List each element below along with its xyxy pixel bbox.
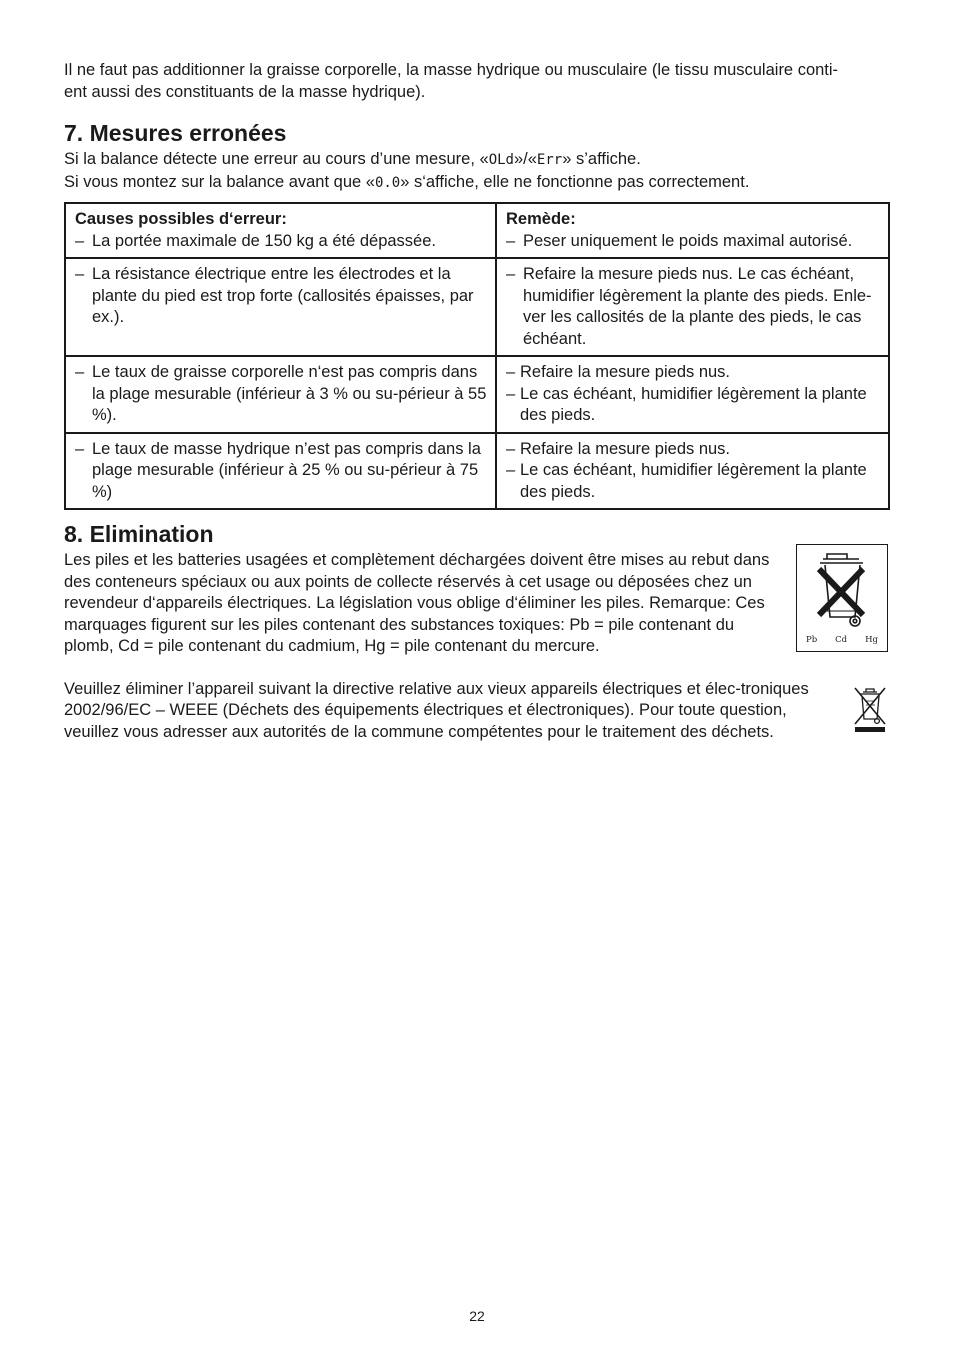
list-item: – Le taux de graisse corporelle n‘est pas compris dans la plage mesurable (inférieur à 3 % ou su-périeur à 55 %). xyxy=(75,362,487,427)
table-cell-causes xyxy=(65,258,496,356)
list-item: – Le taux de masse hydrique n’est pas compris dans la plage mesurable (inférieur à 25 % ou su-périeur à 75 %) xyxy=(75,439,487,504)
list-item: – La résistance électrique entre les électrodes et la plante du pied est trop forte (callosités épaisses, par ex.). xyxy=(75,264,487,329)
lcd-code-old: OLd xyxy=(488,152,514,168)
list-item: – Peser uniquement le poids maximal autorisé. xyxy=(506,231,880,253)
table-cell-remedy xyxy=(496,356,889,433)
list-item: – La portée maximale de 150 kg a été dépassée. xyxy=(75,231,487,253)
weee-paragraph: Veuillez éliminer l’appareil suivant la directive relative aux vieux appareils électriques et élec-troniques 2002/96/EC – WEEE (Déchets des équipements électriques et électroniques). Pour toute question, veuillez vous adresser aux autorités de la commune compétentes pour le traitement des déchets. xyxy=(64,679,809,741)
section-7-title: 7. Mesures erronées xyxy=(64,120,287,146)
list-item: – Refaire la mesure pieds nus. xyxy=(506,439,880,461)
table-row xyxy=(65,203,889,258)
error-line-mid: »/« xyxy=(513,150,537,168)
crossed-bin-battery-icon xyxy=(796,544,888,652)
list-item: – Refaire la mesure pieds nus. Le cas échéant, humidifier légèrement la plante des pieds. Enle-ver les callosités de la plante des pieds, le cas échéant. xyxy=(506,264,880,350)
error-display-line xyxy=(64,149,890,172)
zero-line-pre: Si vous montez sur la balance avant que « xyxy=(64,172,375,191)
error-table xyxy=(64,202,890,510)
zero-display-line xyxy=(64,172,890,195)
table-cell-causes xyxy=(65,356,496,433)
zero-line-post: » s‘affiche, elle ne fonctionne pas correctement. xyxy=(400,172,750,191)
battery-label-pb: Pb xyxy=(806,635,818,645)
crossed-bin-icon xyxy=(797,545,886,633)
table-cell-remedy xyxy=(496,258,889,356)
section-8-title: 8. Elimination xyxy=(64,521,214,547)
error-line-post: » s’affiche. xyxy=(562,150,641,168)
table-row xyxy=(65,356,889,433)
table-row xyxy=(65,433,889,510)
table-cell-remedy xyxy=(496,433,889,510)
intro-paragraph: Il ne faut pas additionner la graisse corporelle, la masse hydrique ou musculaire (le tissu musculaire conti- ent aussi des constituants de la masse hydrique). xyxy=(64,61,839,101)
table-cell-remedy xyxy=(496,203,889,258)
error-line-pre: Si la balance détecte une erreur au cours d’une mesure, « xyxy=(64,150,489,168)
page-content xyxy=(64,60,890,743)
battery-label-cd: Cd xyxy=(835,635,848,645)
battery-label-hg: Hg xyxy=(865,635,878,645)
list-item: – Le cas échéant, humidifier légèrement la plante des pieds. xyxy=(506,384,880,427)
table-row xyxy=(65,258,889,356)
table-cell-causes xyxy=(65,203,496,258)
lcd-code-err: Err xyxy=(536,152,563,168)
battery-disposal-paragraph: Les piles et les batteries usagées et complètement déchargées doivent être mises au rebut dans des conteneurs spéciaux ou aux points de collecte réservés à cet usage ou déposées chez un revendeur d‘appareils électriques. La législation vous oblige d‘éliminer les piles. Remarque: Ces marquages figurent sur les piles contenant des substances toxiques: Pb = pile contenant du plomb, Cd = pile contenant du cadmium, Hg = pile contenant du mercure. xyxy=(64,551,770,655)
header-causes: Causes possibles d‘erreur: xyxy=(75,210,287,228)
list-item: – Le cas échéant, humidifier légèrement la plante des pieds. xyxy=(506,460,880,503)
battery-symbol-labels xyxy=(797,635,887,645)
battery-disposal-block xyxy=(64,550,890,658)
lcd-code-zero: 0.0 xyxy=(374,174,401,191)
list-item: – Refaire la mesure pieds nus. xyxy=(506,362,880,384)
header-remedy: Remède: xyxy=(506,210,576,228)
weee-block xyxy=(64,679,890,744)
weee-bin-icon xyxy=(852,685,888,733)
page-number: 22 xyxy=(469,1308,485,1324)
table-cell-causes xyxy=(65,433,496,510)
